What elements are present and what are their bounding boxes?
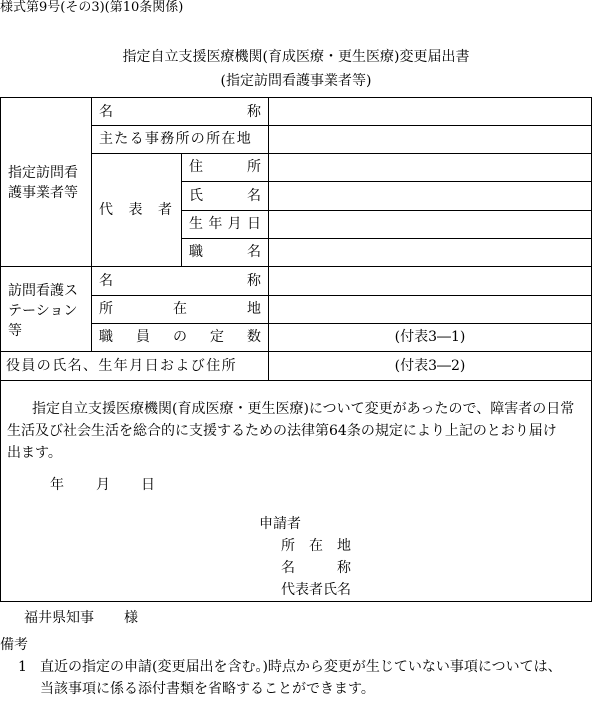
declaration-line-3: 出ます。 [7,445,62,461]
applicant-rep-label: 代表者氏名 [281,582,351,598]
station-name-label: 名 称 [99,273,261,289]
rep-birthdate-label: 生 年 月 日 [189,216,261,232]
rep-name-field[interactable] [270,183,590,209]
form-number: 様式第9号(その3)(第10条関係) [0,0,184,15]
date-month: 月 [96,477,110,493]
station-location-field[interactable] [270,297,590,322]
operator-section-label-line2: 護事業者等 [8,185,78,201]
remarks-item-line-2: 当該事項に係る添付書類を省略することができます。 [40,681,375,697]
remarks-heading: 備考 [0,637,28,653]
declaration-line-1: 指定自立支援医療機関(育成医療・更生医療)について変更があったので、障害者の日常 [32,401,575,417]
station-section-label-line2: テーション [8,303,78,319]
applicant-name-label: 名 称 [281,560,351,576]
addressee: 福井県知事 [24,610,94,626]
operator-name-field[interactable] [270,99,590,124]
officers-value: (付表3―2) [394,358,466,374]
staff-count-value: (付表3―1) [394,329,466,345]
station-section-label-line3: 等 [8,323,22,339]
station-name-field[interactable] [270,268,590,294]
remarks-item-line-1: 直近の指定の申請(変更届出を含む。)時点から変更が生じていない事項については、 [40,659,562,675]
operator-section-label-line1: 指定訪問看 [8,165,78,181]
declaration-line-2: 生活及び社会生活を総合的に支援するための法律第64条の規定により上記のとおり届け [7,423,557,439]
staff-count-label: 職 員 の 定 数 [99,329,261,345]
applicant-address-label: 所 在 地 [281,538,351,554]
rep-position-label: 職 名 [189,244,261,260]
date-year: 年 [50,477,64,493]
station-section-label-line1: 訪問看護ス [8,283,78,299]
representative-label: 代 表 者 [99,202,172,218]
form-subtitle: (指定訪問看護事業者等) [220,73,372,89]
rep-birthdate-field[interactable] [270,212,590,237]
office-address-field[interactable] [270,127,590,152]
operator-name-label: 名 称 [99,104,261,120]
officers-label: 役員の氏名、生年月日および住所 [6,358,237,374]
rep-position-field[interactable] [270,240,590,265]
remarks-item-number: 1 [18,659,27,675]
honorific: 様 [124,610,138,626]
rep-address-label: 住 所 [189,159,261,175]
office-address-label: 主たる事務所の所在地 [99,131,252,147]
rep-name-label: 氏 名 [189,188,261,204]
rep-address-field[interactable] [270,155,590,180]
date-day: 日 [141,477,155,493]
applicant-label: 申請者 [259,516,301,532]
station-location-label: 所 在 地 [99,301,261,317]
form-title: 指定自立支援医療機関(育成医療・更生医療)変更届出書 [122,49,470,65]
